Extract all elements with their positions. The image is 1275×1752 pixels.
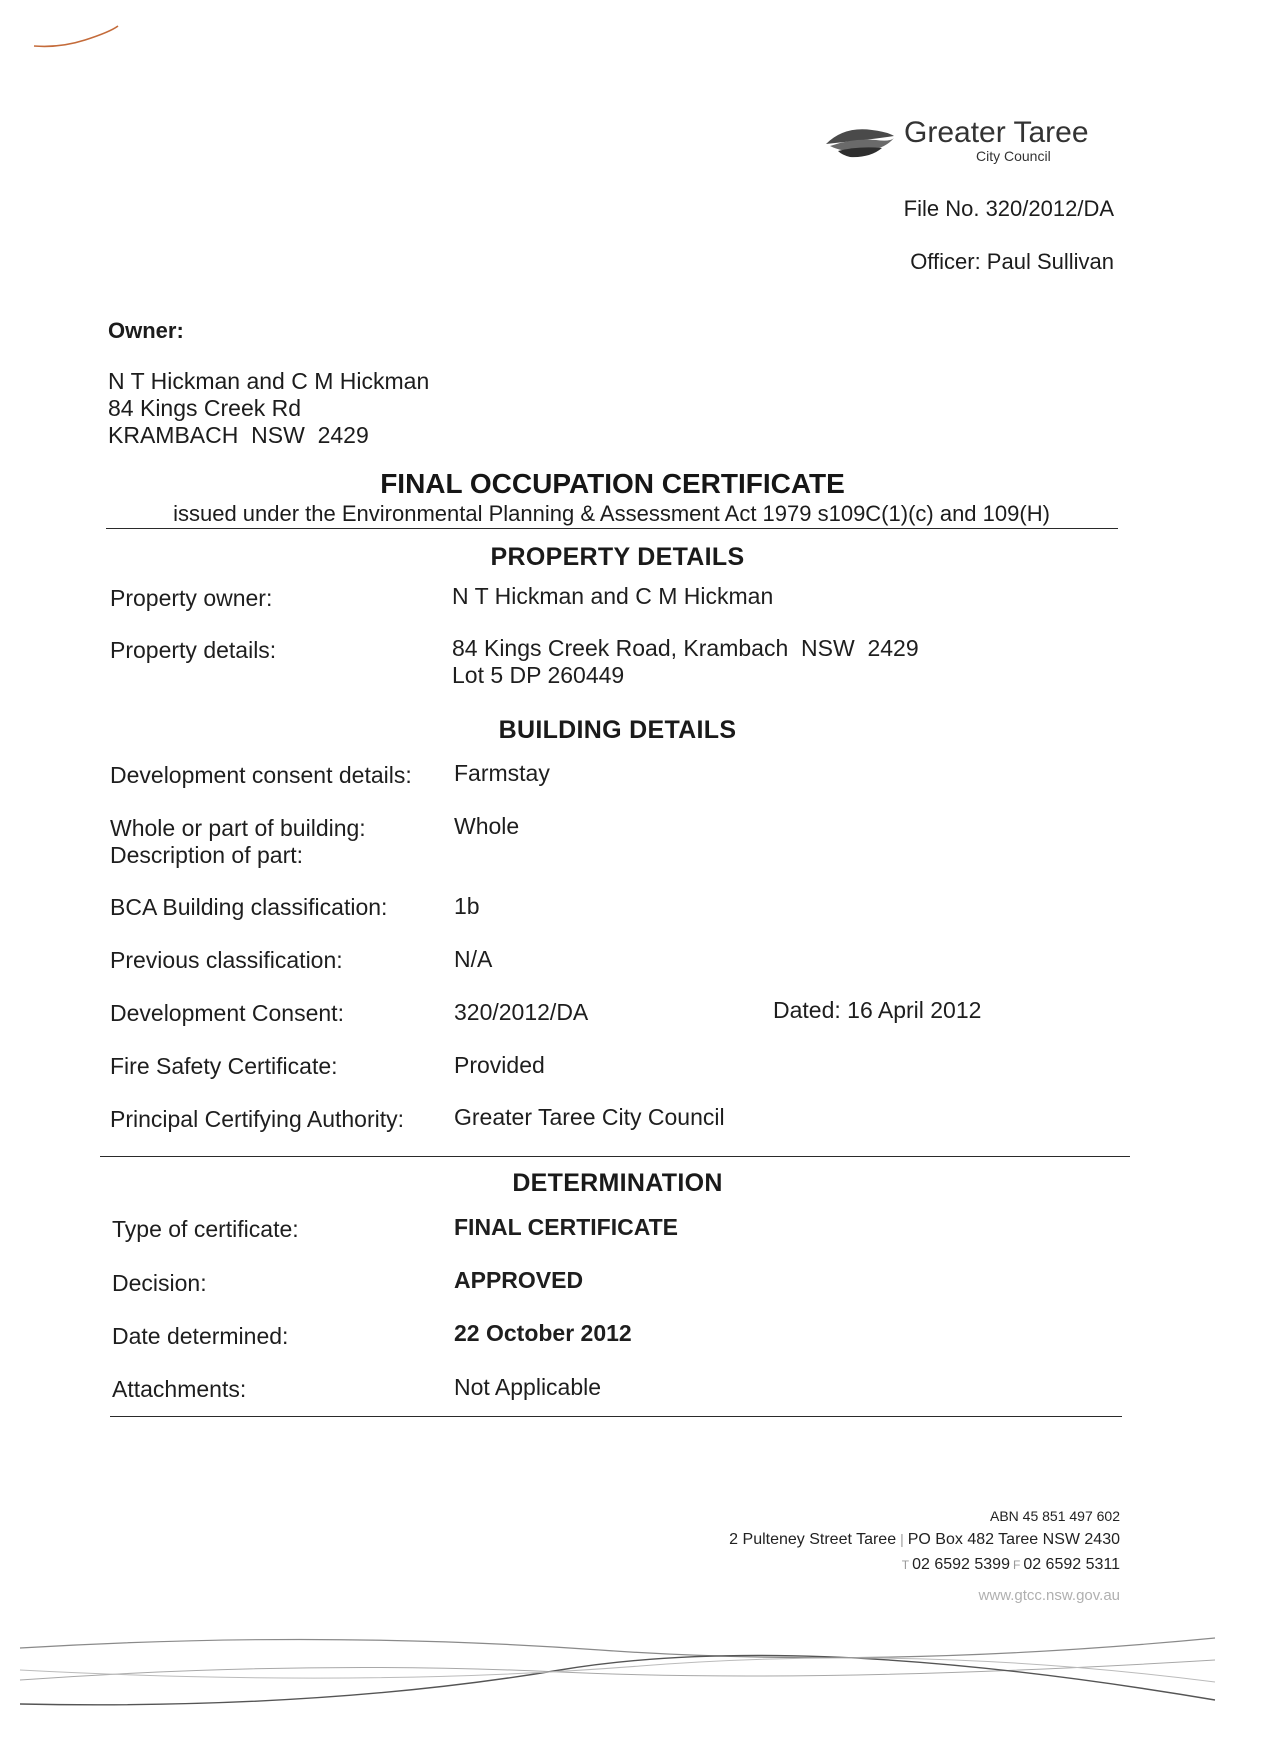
certificate-type-value: FINAL CERTIFICATE (454, 1214, 679, 1240)
fire-safety-label: Fire Safety Certificate: (110, 1053, 338, 1079)
whole-or-part-value: Whole (454, 813, 520, 839)
fax-prefix: F (1012, 1558, 1021, 1572)
development-consent-label: Development Consent: (110, 1000, 344, 1026)
address-line: 2 Pulteney Street Taree | PO Box 482 Taree NSW 2430 (729, 1531, 1120, 1548)
property-address: 84 Kings Creek Road, Krambach NSW 2429 (452, 635, 919, 661)
development-consent-details-label: Development consent details: (110, 762, 412, 788)
street-address: 2 Pulteney Street Taree (729, 1531, 897, 1548)
certificate-type-label: Type of certificate: (112, 1216, 299, 1242)
attachments-value: Not Applicable (454, 1374, 602, 1400)
owner-line: 84 Kings Creek Rd (108, 395, 302, 421)
fire-safety-value: Provided (454, 1052, 545, 1078)
file-number: File No. 320/2012/DA (903, 196, 1114, 221)
bca-classification-label: BCA Building classification: (110, 894, 388, 920)
phone-number: 02 6592 5399 (912, 1556, 1010, 1573)
phone-prefix: T (901, 1558, 910, 1572)
pca-label: Principal Certifying Authority: (110, 1106, 405, 1132)
development-consent-value: 320/2012/DA (454, 999, 589, 1025)
attachments-label: Attachments: (112, 1376, 247, 1402)
description-of-part-label: Description of part: (110, 842, 304, 868)
council-logo-icon (824, 124, 896, 162)
date-determined-label: Date determined: (112, 1323, 289, 1349)
property-details-heading: PROPERTY DETAILS (490, 543, 745, 571)
decision-label: Decision: (112, 1270, 207, 1296)
website: www.gtcc.nsw.gov.au (978, 1587, 1120, 1604)
owner-line: KRAMBACH NSW 2429 (108, 422, 369, 448)
property-owner-value: N T Hickman and C M Hickman (452, 583, 774, 609)
certificate-subtitle: issued under the Environmental Planning & Assessment Act 1979 s109C(1)(c) and 109(H) (173, 501, 1050, 526)
owner-line: N T Hickman and C M Hickman (108, 368, 430, 394)
property-owner-label: Property owner: (110, 585, 273, 611)
logo-name: Greater Taree (904, 116, 1089, 149)
contact-line (899, 1556, 1120, 1574)
consent-dated: Dated: 16 April 2012 (773, 997, 982, 1023)
pen-mark (30, 18, 120, 54)
previous-classification-value: N/A (454, 946, 493, 972)
footer-wave-decoration (0, 1620, 1275, 1730)
logo-subname: City Council (976, 148, 1051, 164)
previous-classification-label: Previous classification: (110, 947, 343, 973)
abn: ABN 45 851 497 602 (990, 1508, 1120, 1524)
property-details-label: Property details: (110, 637, 277, 663)
decision-value: APPROVED (454, 1267, 584, 1293)
certificate-title: FINAL OCCUPATION CERTIFICATE (380, 468, 845, 499)
po-box: PO Box 482 Taree NSW 2430 (907, 1531, 1120, 1548)
title-divider (106, 528, 1118, 529)
bca-classification-value: 1b (454, 893, 480, 919)
owner-heading: Owner: (108, 318, 184, 343)
owner-address (108, 368, 429, 449)
fax-number: 02 6592 5311 (1023, 1556, 1120, 1573)
determination-divider (110, 1416, 1122, 1417)
date-determined-value: 22 October 2012 (454, 1320, 632, 1346)
development-consent-details-value: Farmstay (454, 760, 550, 786)
building-details-heading: BUILDING DETAILS (498, 716, 737, 744)
pca-value: Greater Taree City Council (454, 1104, 725, 1130)
whole-or-part-label: Whole or part of building: (110, 815, 366, 841)
determination-heading: DETERMINATION (512, 1169, 723, 1197)
property-lot: Lot 5 DP 260449 (452, 662, 625, 688)
building-divider (100, 1156, 1130, 1157)
council-logo (824, 118, 1124, 168)
officer-name: Officer: Paul Sullivan (910, 249, 1114, 274)
